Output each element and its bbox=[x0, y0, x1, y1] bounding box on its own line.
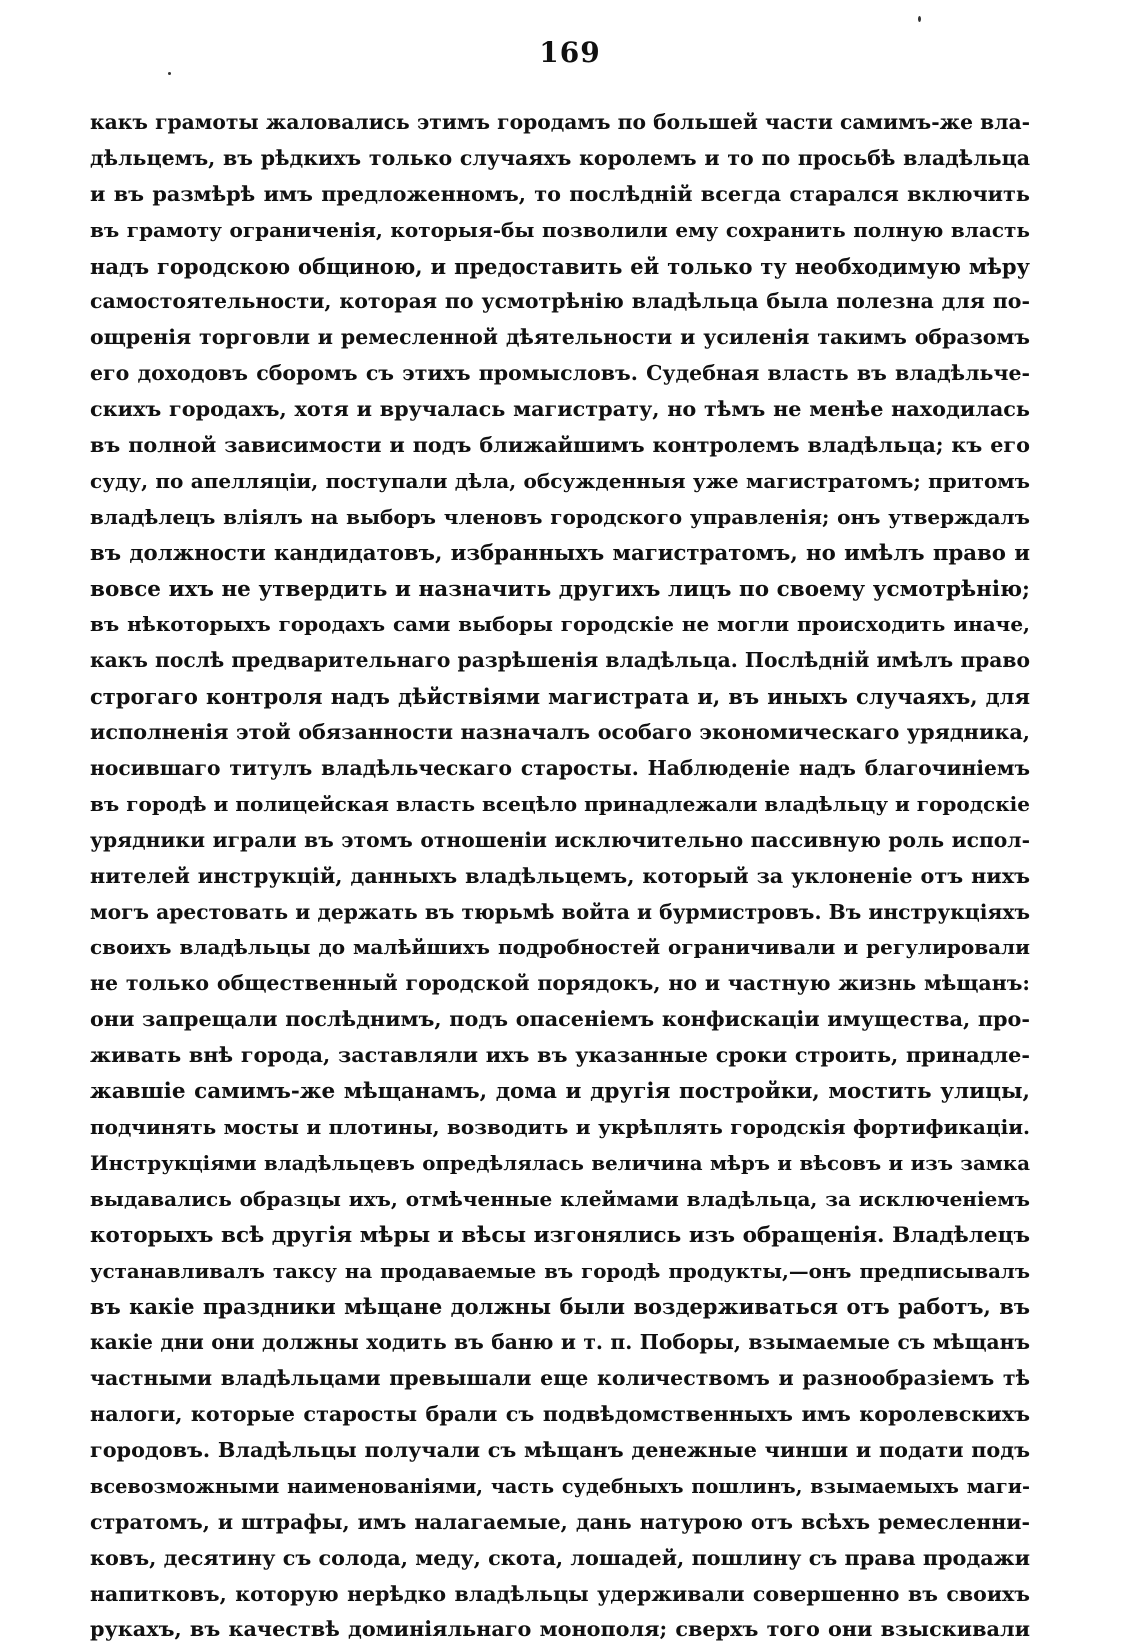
text-line: нителей инструкцій, данныхъ владѣльцемъ, который за уклоненіе отъ нихъ bbox=[90, 863, 1030, 888]
text-line: жавшіе самимъ-же мѣщанамъ, дома и другія постройки, мостить улицы, bbox=[90, 1079, 1030, 1105]
text-line: надъ городскою общиною, и предоставить ей только ту необходимую мѣру bbox=[90, 253, 1030, 279]
text-line: въ полной зависимости и подъ ближайшимъ контролемъ владѣльца; къ его bbox=[90, 433, 1030, 458]
body-text bbox=[90, 105, 1030, 1648]
text-line: могъ арестовать и держать въ тюрьмѣ войта и бурмистровъ. Въ инструкціяхъ bbox=[90, 899, 1030, 924]
text-line: въ городѣ и полицейская власть всецѣло принадлежали владѣльцу и городскіе bbox=[90, 791, 1030, 816]
text-line: всевозможными наименованіями, часть судебныхъ пошлинъ, взымаемыхъ маги- bbox=[90, 1474, 1030, 1498]
text-line: городовъ. Владѣльцы получали съ мѣщанъ денежные чинши и подати подъ bbox=[90, 1437, 1030, 1462]
text-line: исполненія этой обязанности назначалъ особаго экономическаго урядника, bbox=[90, 720, 1030, 745]
text-line: въ какіе праздники мѣщане должны были воздерживаться отъ работъ, въ bbox=[90, 1294, 1030, 1320]
text-line: ковъ, десятину съ солода, меду, скота, лошадей, пошлину съ права продажи bbox=[90, 1545, 1030, 1570]
text-line: которыхъ всѣ другія мѣры и вѣсы изгонялись изъ обращенія. Владѣлецъ bbox=[90, 1222, 1030, 1248]
text-line: какъ послѣ предварительнаго разрѣшенія владѣльца. Послѣдній имѣлъ право bbox=[90, 648, 1030, 673]
text-line: и въ размѣрѣ имъ предложенномъ, то послѣдній всегда старался включить bbox=[90, 181, 1030, 206]
print-speck bbox=[168, 72, 171, 75]
text-line: рукахъ, въ качествѣ доминіяльнаго монополя; сверхъ того они взыскивали bbox=[90, 1617, 1030, 1642]
text-line: въ нѣкоторыхъ городахъ сами выборы городскіе не могли происходить иначе, bbox=[90, 612, 1030, 637]
text-line: какъ грамоты жаловались этимъ городамъ по большей части самимъ-же вла- bbox=[90, 110, 1030, 134]
text-line: стратомъ, и штрафы, имъ налагаемые, дань натурою отъ всѣхъ ремесленни- bbox=[90, 1509, 1030, 1534]
text-line: владѣлецъ вліялъ на выборъ членовъ городского управленія; онъ утверждалъ bbox=[90, 504, 1030, 529]
text-line: частными владѣльцами превышали еще количествомъ и разнообразіемъ тѣ bbox=[90, 1366, 1030, 1391]
text-line: выдавались образцы ихъ, отмѣченные клеймами владѣльца, за исключеніемъ bbox=[90, 1186, 1030, 1211]
print-speck bbox=[918, 16, 921, 22]
text-line: своихъ владѣльцы до малѣйшихъ подробностей ограничивали и регулировали bbox=[90, 935, 1030, 960]
text-line: устанавливалъ таксу на продаваемые въ городѣ продукты,—онъ предписывалъ bbox=[90, 1258, 1030, 1283]
text-line: дѣльцемъ, въ рѣдкихъ только случаяхъ королемъ и то по просьбѣ владѣльца bbox=[90, 145, 1030, 170]
text-line: не только общественный городской порядокъ, но и частную жизнь мѣщанъ: bbox=[90, 971, 1030, 996]
text-line: напитковъ, которую нерѣдко владѣльцы удерживали совершенно въ своихъ bbox=[90, 1581, 1030, 1606]
text-line: какіе дни они должны ходить въ баню и т. п. Поборы, взымаемые съ мѣщанъ bbox=[90, 1330, 1030, 1355]
text-line: вовсе ихъ не утвердить и назначить другихъ лицъ по своему усмотрѣнію; bbox=[90, 576, 1030, 602]
text-line: подчинять мосты и плотины, возводить и укрѣплять городскія фортификаціи. bbox=[90, 1114, 1030, 1139]
page-number: 169 bbox=[539, 36, 601, 69]
text-line: налоги, которые старосты брали съ подвѣдомственныхъ имъ королевскихъ bbox=[90, 1402, 1030, 1427]
text-line: въ должности кандидатовъ, избранныхъ магистратомъ, но имѣлъ право и bbox=[90, 540, 1030, 566]
text-line: его доходовъ сборомъ съ этихъ промысловъ. Судебная власть въ владѣльче- bbox=[90, 361, 1030, 386]
text-line: строгаго контроля надъ дѣйствіями магистрата и, въ иныхъ случаяхъ, для bbox=[90, 684, 1030, 710]
text-line: скихъ городахъ, хотя и вручалась магистрату, но тѣмъ не менѣе находилась bbox=[90, 397, 1030, 422]
text-line: суду, по апелляціи, поступали дѣла, обсужденныя уже магистратомъ; притомъ bbox=[90, 468, 1030, 493]
text-line: живать внѣ города, заставляли ихъ въ указанные сроки строить, принадле- bbox=[90, 1043, 1030, 1068]
text-line: ощренія торговли и ремесленной дѣятельности и усиленія такимъ образомъ bbox=[90, 325, 1030, 350]
text-line: самостоятельности, которая по усмотрѣнію владѣльца была полезна для по- bbox=[90, 289, 1030, 314]
text-line: носившаго титулъ владѣльческаго старосты. Наблюденіе надъ благочиніемъ bbox=[90, 756, 1030, 781]
text-line: Инструкціями владѣльцевъ опредѣлялась величина мѣръ и вѣсовъ и изъ замка bbox=[90, 1150, 1030, 1175]
text-line: урядники играли въ этомъ отношеніи исключительно пассивную роль испол- bbox=[90, 827, 1030, 852]
text-line: въ грамоту ограниченія, которыя-бы позволили ему сохранить полную власть bbox=[90, 217, 1030, 242]
text-line: они запрещали послѣднимъ, подъ опасеніемъ конфискаціи имущества, про- bbox=[90, 1007, 1030, 1032]
